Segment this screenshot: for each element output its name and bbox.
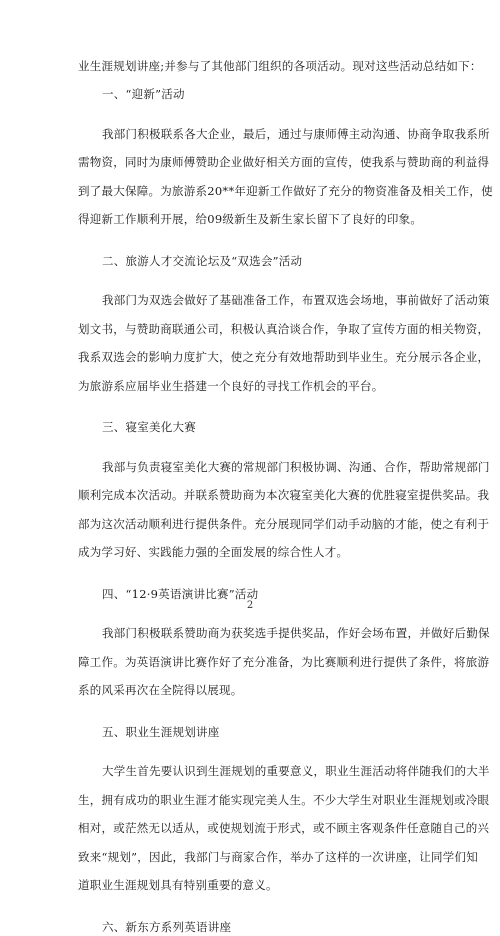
section-5-line-2: 生，拥有成功的职业生涯才能实现完美人生。不少大学生对职业生涯规划或冷眼 bbox=[78, 792, 490, 807]
section-heading-2: 二、旅游人才交流论坛及“双选会”活动 bbox=[102, 253, 303, 268]
page-number: 2 bbox=[246, 600, 254, 611]
section-4-line-3: 系的风采再次在全院得以展现。 bbox=[78, 683, 243, 697]
section-5-line-1: 大学生首先要认识到生涯规划的重要意义，职业生涯活动将伴随我们的大半 bbox=[102, 764, 490, 778]
document-body bbox=[78, 58, 493, 936]
section-1-line-2: 需物资，同时为康师傅赞助企业做好相关方面的宣传，使我系与赞助商的利益得 bbox=[78, 155, 490, 169]
section-5-line-3: 相对，或茫然无以适从，或使规划流于形式，或不顾主客观条件任意随自己的兴 bbox=[78, 821, 490, 835]
section-2-line-1: 我部门为双选会做好了基础准备工作，布置双选会场地，事前做好了活动策 bbox=[102, 293, 490, 307]
section-5-line-5: 道职业生涯规划具有特别重要的意义。 bbox=[78, 878, 278, 892]
section-4-line-2: 障工作。为英语演讲比赛作好了充分准备，为比赛顺利进行提供了条件，将旅游 bbox=[78, 654, 490, 669]
section-1-line-4: 得迎新工作顺利开展，给09级新生及新生家长留下了良好的印象。 bbox=[78, 212, 423, 226]
section-heading-3: 三、寝室美化大赛 bbox=[102, 420, 196, 434]
section-2-line-3: 我系双选会的影响力度扩大，使之充分有效地帮助到毕业生。充分展示各企业， bbox=[78, 350, 490, 364]
section-heading-6: 六、新东方系列英语讲座 bbox=[102, 919, 232, 934]
section-3-line-1: 我部与负责寝室美化大赛的常规部门积极协调、沟通、合作，帮助常规部门 bbox=[102, 459, 490, 474]
section-4-line-1: 我部门积极联系赞助商为获奖选手提供奖品，作好会场布置，并做好后勤保 bbox=[102, 626, 490, 640]
section-2-line-4: 为旅游系应届毕业生搭建一个良好的寻找工作机会的平台。 bbox=[78, 378, 384, 393]
intro-line: 业生涯规划讲座;并参与了其他部门组织的各项活动。现对这些活动总结如下： bbox=[78, 59, 482, 73]
section-1-line-1: 我部门积极联系各大企业，最后，通过与康师傅主动沟通、协商争取我系所 bbox=[102, 126, 490, 141]
section-heading-5: 五、职业生涯规划讲座 bbox=[102, 724, 220, 739]
section-heading-4: 四、“12·9英语演讲比赛”活动 bbox=[102, 586, 259, 601]
section-1-line-3: 到了最大保障。为旅游系20**年迎新工作做好了充分的物资准备及相关工作，使 bbox=[78, 183, 493, 198]
section-3-line-3: 部为这次活动顺利进行提供条件。充分展现同学们动手动脑的才能，使之有利于 bbox=[78, 516, 490, 531]
section-heading-1: 一、“迎新”活动 bbox=[102, 87, 185, 101]
section-3-line-2: 顺利完成本次活动。并联系赞助商为本次寝室美化大赛的优胜寝室提供奖品。我 bbox=[78, 488, 490, 502]
section-5-line-4: 致来“规划”，因此，我部门与商家合作，举办了这样的一次讲座，让同学们知 bbox=[78, 849, 479, 864]
section-2-line-2: 划文书，与赞助商联通公司，积极认真洽谈合作，争取了宣传方面的相关物资， bbox=[78, 321, 490, 336]
section-3-line-4: 成为学习好、实践能力强的全面发展的综合性人才。 bbox=[78, 545, 349, 559]
